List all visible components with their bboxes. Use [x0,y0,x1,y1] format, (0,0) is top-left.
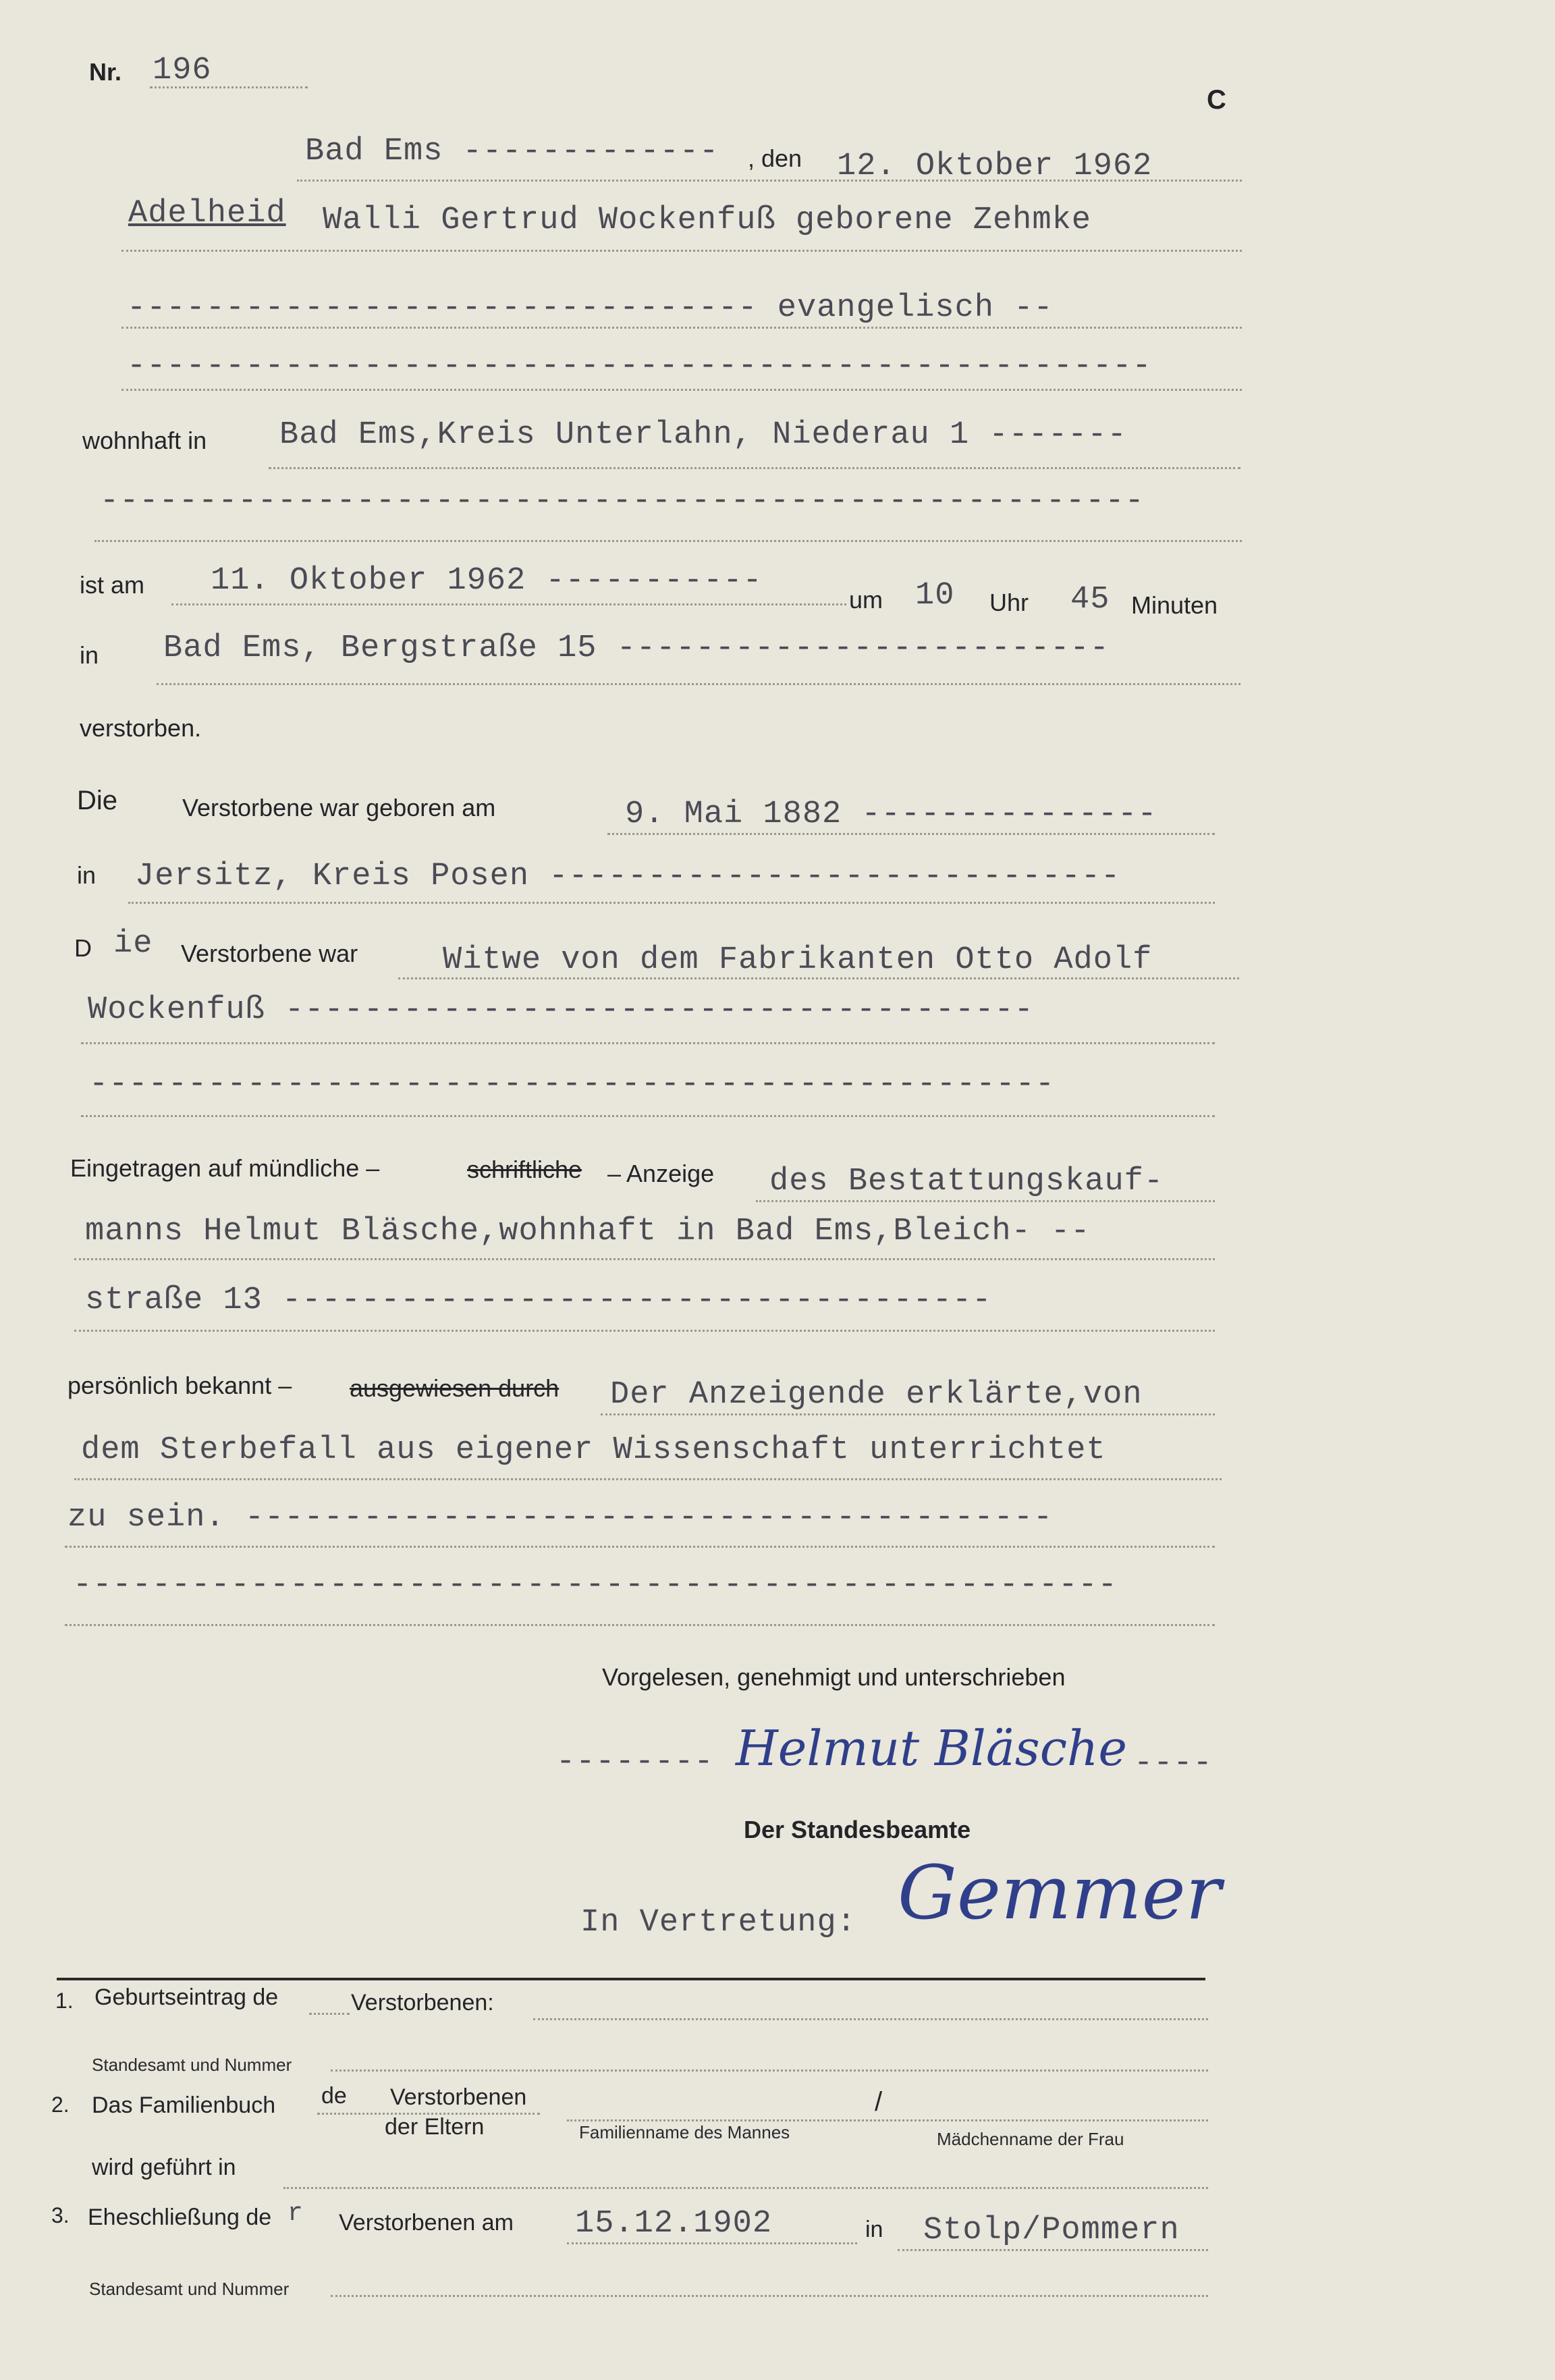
death-in-label: in [80,641,99,669]
item3-label: Eheschließung de [88,2205,272,2230]
signature-dashes-left: -------- [556,1744,714,1780]
den-label: , den [748,144,802,172]
anzeige-label: – Anzeige [607,1160,715,1187]
item2-name-dotline [567,2119,1208,2121]
item3-num: 3. [51,2203,70,2227]
maedchenname-label: Mädchenname der Frau [937,2129,1124,2149]
registration-text3: straße 13 ------------------------------------ [85,1282,992,1318]
registration-text2: manns Helmut Bläsche,wohnhaft in Bad Ems,Bleich- -- [85,1214,1091,1249]
um-label: um [849,586,883,614]
form-letter: C [1207,85,1226,115]
marriage-date-dotline [567,2242,857,2244]
item1-label: Geburtseintrag de [94,1984,279,2010]
verstorben-label: verstorben. [80,714,202,742]
death-place-dotline [157,683,1240,685]
item3-r: r [288,2199,303,2228]
uhr-label: Uhr [989,589,1029,616]
nr-label: Nr. [89,58,122,86]
status-text3: ------------------------------------------------- [89,1066,1056,1102]
vorgelesen-label: Vorgelesen, genehmigt und unterschrieben [602,1663,1066,1691]
item1-de-dotline [309,2013,350,2015]
standesamt1-dotline [331,2070,1208,2072]
informant-signature: Helmut Bläsche [736,1720,1128,1777]
status-text2: Wockenfuß -------------------------------------- [88,992,1034,1028]
item2-eltern: der Eltern [385,2114,485,2140]
status-dotline2 [81,1042,1215,1044]
official-signature: Gemmer [898,1849,1222,1936]
birth-in-label: in [77,861,97,889]
name-rest: Walli Gertrud Wockenfuß geborene Zehmke [323,202,1091,238]
ie-value: ie [113,926,153,962]
document-date: 12. Oktober 1962 [837,148,1153,184]
registration-text7: ----------------------------------------------------- [73,1567,1118,1603]
standesamt3-label: Standesamt und Nummer [89,2279,290,2299]
death-date-dotline [171,603,846,605]
status-dotline3 [81,1115,1215,1117]
registration-dotline2 [74,1258,1215,1260]
standesamt1-label: Standesamt und Nummer [92,2055,292,2075]
birth-place: Jersitz, Kreis Posen ----------------------------- [135,859,1121,894]
standesbeamte-label: Der Standesbeamte [744,1816,971,1843]
geboren-label: Verstorbene war geboren am [182,794,496,821]
registration-dotline1 [756,1200,1215,1202]
item3-label2: Verstorbenen am [339,2210,514,2236]
familienname-mann-label: Familienname des Mannes [579,2122,790,2142]
status-dotline1 [398,977,1239,979]
eingetragen-label: Eingetragen auf mündliche – [70,1154,380,1182]
item2-label: Das Familienbuch [92,2092,276,2118]
registration-dotline6 [65,1546,1215,1548]
birth-place-dotline [128,902,1215,904]
death-place: Bad Ems, Bergstraße 15 ------------------------- [163,630,1110,666]
item2-verstorbenen: Verstorbenen [390,2084,527,2110]
item2-de: de [321,2083,347,2109]
schriftliche-struck: schriftliche [467,1156,582,1183]
blank-line: ---------------------------------------------------- [127,348,1152,384]
address-cont-dotline [94,540,1242,542]
name-first: Adelheid [128,196,286,232]
ausgewiesen-struck: ausgewiesen durch [350,1374,560,1402]
name-dotline [121,250,1242,252]
death-date: 11. Oktober 1962 ----------- [211,563,763,599]
d-label: D [74,934,92,962]
marriage-place-dotline [898,2249,1208,2251]
blank-dotline [121,389,1242,391]
registration-dotline7 [65,1624,1215,1626]
nr-value: 196 [153,53,212,88]
registration-text5: dem Sterbefall aus eigener Wissenschaft unterrichtet [81,1432,1106,1468]
death-minutes: 45 [1070,582,1110,618]
gefuehrt-dotline [283,2187,1208,2189]
birth-date-dotline [607,833,1215,835]
wohnhaft-label: wohnhaft in [82,427,207,454]
registration-dotline4 [601,1413,1215,1415]
minuten-label: Minuten [1131,591,1218,619]
gefuehrt-label: wird geführt in [92,2155,236,2180]
footer-divider [57,1978,1205,1980]
address-value: Bad Ems,Kreis Unterlahn, Niederau 1 ------- [279,417,1127,453]
religion-line: -------------------------------- evangelisch -- [127,290,1054,326]
place-value: Bad Ems ------------- [305,134,719,169]
ist-am-label: ist am [80,571,145,599]
item1-label2: Verstorbenen: [351,1990,494,2016]
registration-text4: Der Anzeigende erklärte,von [610,1377,1143,1413]
signature-dashes-right: ---- [1134,1746,1213,1781]
address-cont: ----------------------------------------------------- [100,483,1145,519]
place-dotline [297,180,1242,182]
item1-num: 1. [55,1989,74,2013]
registration-dotline5 [74,1478,1222,1480]
item2-num: 2. [51,2092,70,2117]
religion-dotline [121,327,1242,329]
birth-date: 9. Mai 1882 --------------- [625,796,1157,832]
status-label: Verstorbene war [181,940,358,967]
marriage-in-label: in [865,2217,883,2242]
persoenlich-label: persönlich bekannt – [67,1372,292,1399]
status-text1: Witwe von dem Fabrikanten Otto Adolf [443,942,1153,978]
marriage-date: 15.12.1902 [575,2206,773,2242]
registration-text6: zu sein. ----------------------------------------- [67,1500,1054,1536]
standesamt3-dotline [331,2295,1208,2297]
item1-dotline [533,2018,1208,2020]
registration-dotline3 [74,1330,1215,1332]
death-hour: 10 [915,578,955,614]
vertretung-text: In Vertretung: [580,1905,856,1941]
address-dotline [269,467,1240,469]
nr-dotline [150,86,308,88]
name-slash: / [875,2087,883,2117]
registration-text1: des Bestattungskauf- [769,1164,1164,1199]
marriage-place: Stolp/Pommern [923,2213,1180,2248]
die-value: Die [77,786,118,815]
